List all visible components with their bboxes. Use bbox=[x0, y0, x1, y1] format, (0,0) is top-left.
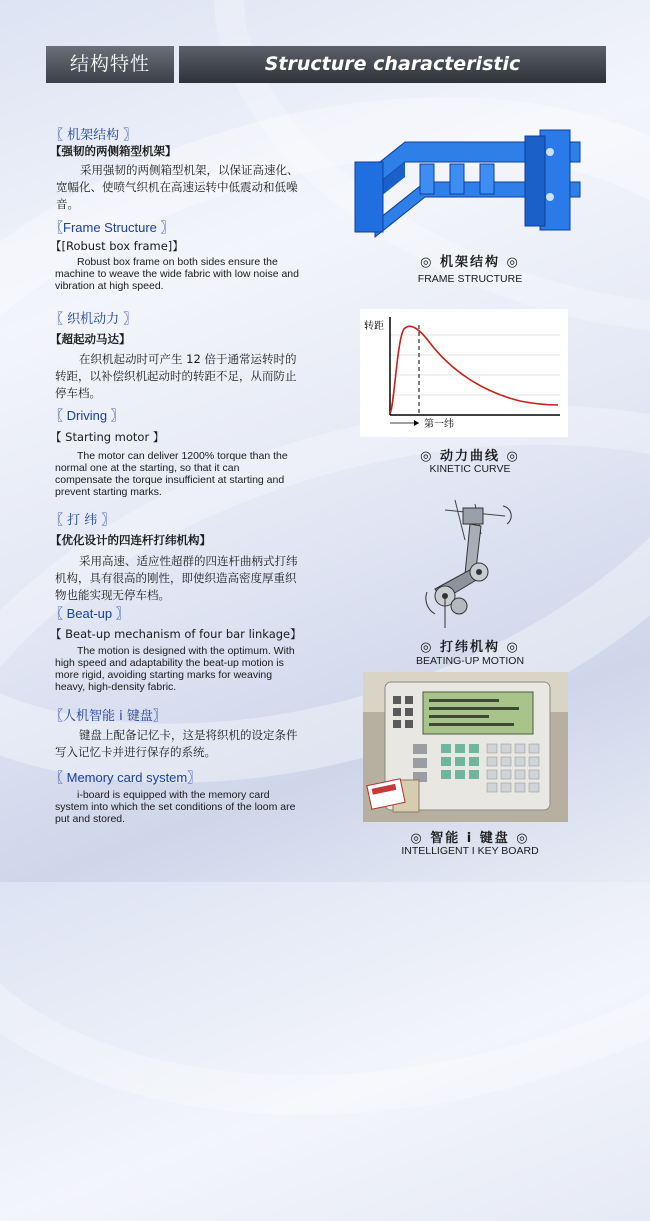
memory-heading-en: 〖 Memory card system〗 bbox=[50, 770, 201, 785]
frame-caption-zh: ◎ 机架结构 ◎ bbox=[420, 255, 520, 270]
beat-caption-en: BEATING-UP MOTION bbox=[415, 655, 525, 667]
keyboard-caption-en: INTELLIGENT I KEY BOARD bbox=[401, 845, 539, 857]
drive-body-en: The motor can deliver 1200% torque than the normal one at the starting, so that it can compensate the torque insufficient at starting and prevent starting marks. bbox=[55, 450, 288, 498]
beat-up-mechanism-illustration bbox=[415, 494, 515, 630]
curve-y-label: 转距 bbox=[364, 321, 384, 332]
drive-heading-en: 〖 Driving 〗 bbox=[50, 408, 124, 423]
frame-heading-en: 〖Frame Structure 〗 bbox=[50, 220, 174, 235]
drive-body-zh: 在织机起动时可产生 12 倍于通常运转时的转距，以补偿织机起动时的转距不足，从而防止停车档。 bbox=[55, 352, 297, 400]
frame-sub-zh: 【强韧的两侧箱型机架】 bbox=[50, 144, 177, 158]
intelligent-keyboard-photo bbox=[363, 672, 568, 822]
frame-body-en: Robust box frame on both sides ensure the machine to weave the wide fabric with low noise and vibration at high speed. bbox=[55, 256, 299, 292]
frame-caption-en: FRAME STRUCTURE bbox=[417, 273, 523, 285]
memory-body-zh: 键盘上配备记忆卡，这是将织机的设定条件写入记忆卡并进行保存的系统。 bbox=[55, 728, 298, 759]
frame-sub-en: 【[Robust box frame]】 bbox=[50, 239, 184, 253]
memory-heading-zh: 〖人机智能 i 键盘〗 bbox=[50, 709, 166, 724]
header-title-en: Structure characteristic bbox=[179, 46, 606, 83]
header-title-zh: 结构特性 bbox=[46, 46, 174, 83]
beat-body-en: The motion is designed with the optimum. With high speed and adaptability the beat-up motion is more rigid, avoiding starting marks for weaving heavy, high-density fabric. bbox=[55, 645, 295, 693]
frame-body-zh: 采用强韧的两侧箱型机架，以保证高速化、宽幅化、使喷气织机在高速运转中低震动和低噪音。 bbox=[56, 163, 299, 211]
beat-caption-zh: ◎ 打纬机构 ◎ bbox=[420, 640, 520, 655]
drive-heading-zh: 〖 织机动力 〗 bbox=[50, 312, 137, 327]
curve-caption-en: KINETIC CURVE bbox=[429, 463, 511, 475]
beat-heading-en: 〖 Beat-up 〗 bbox=[50, 606, 129, 621]
frame-heading-zh: 〖 机架结构 〗 bbox=[50, 128, 137, 143]
memory-body-en: i-board is equipped with the memory card system into which the set conditions of the loom are put and stored. bbox=[55, 789, 296, 825]
frame-structure-illustration bbox=[345, 122, 585, 244]
beat-heading-zh: 〖 打 纬 〗 bbox=[50, 513, 115, 528]
drive-sub-en: 【 Starting motor 】 bbox=[50, 430, 165, 444]
curve-x-label: 第一纬 bbox=[424, 419, 454, 430]
beat-sub-en: 【 Beat-up mechanism of four bar linkage】 bbox=[50, 627, 302, 641]
keyboard-caption-zh: ◎ 智能 i 键盘 ◎ bbox=[410, 831, 530, 846]
curve-caption-zh: ◎ 动力曲线 ◎ bbox=[420, 449, 520, 464]
beat-body-zh: 采用高速、适应性超群的四连杆曲柄式打纬机构，具有很高的刚性，即使织造高密度厚重织物也能实现无停车档。 bbox=[55, 554, 298, 602]
beat-sub-zh: 【优化设计的四连杆打纬机构】 bbox=[50, 533, 211, 547]
kinetic-curve-figure bbox=[360, 309, 568, 437]
drive-sub-zh: 【超起动马达】 bbox=[50, 332, 131, 346]
